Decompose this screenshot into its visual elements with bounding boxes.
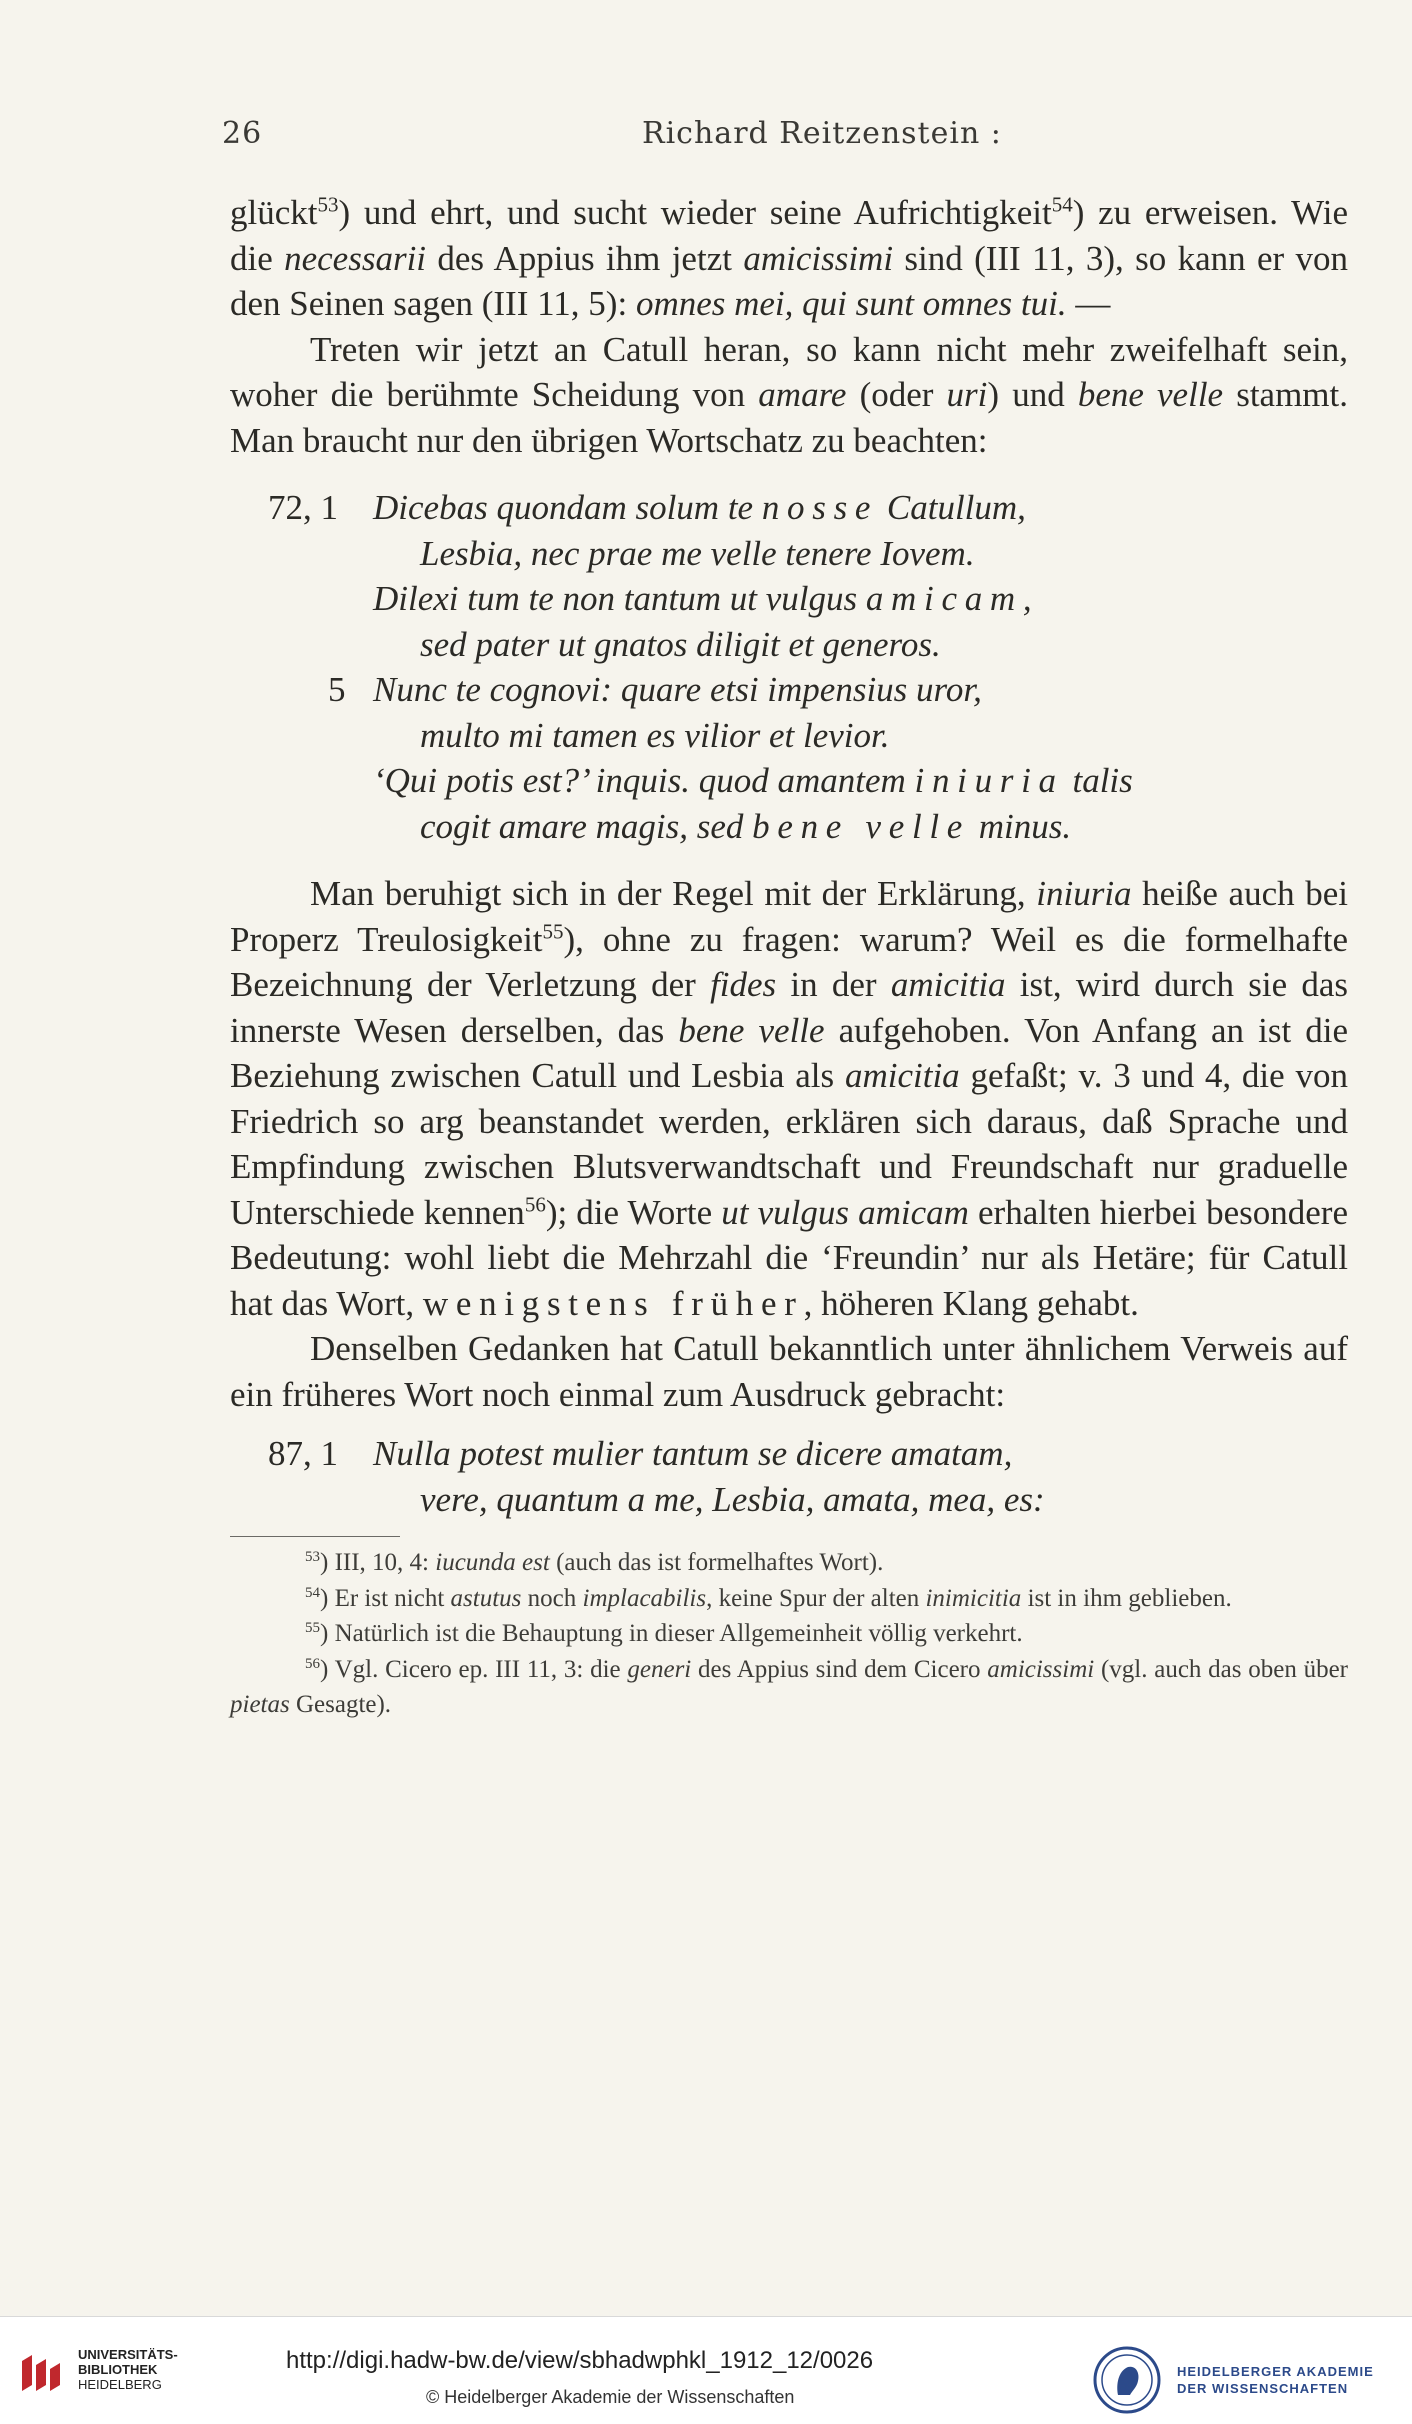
university-library-name	[78, 2347, 178, 2392]
footnote-ref-54[interactable]: 54	[1051, 192, 1073, 217]
footnote-55	[230, 1616, 1348, 1652]
italic-term: amicissimi	[987, 1655, 1095, 1683]
verse-line	[230, 1477, 1348, 1523]
verse-line	[230, 576, 1348, 622]
spaced-word: nosse	[761, 488, 879, 527]
italic-term: astutus	[450, 1584, 522, 1612]
verse-text: Lesbia, nec prae me velle tenere Iovem.	[420, 533, 975, 573]
library-name-line: UNIVERSITÄTS-	[78, 2347, 178, 2362]
paragraph-2	[230, 327, 1348, 464]
verse-text: minus.	[970, 806, 1072, 846]
text-run: —	[1066, 284, 1111, 323]
italic-term: generi	[627, 1655, 692, 1683]
academy-name	[1177, 2363, 1374, 2397]
running-title: Richard Reitzenstein :	[642, 116, 1002, 151]
verse-text: Catullum,	[878, 488, 1026, 527]
text-run: ); die Worte	[545, 1192, 722, 1232]
page-body	[230, 190, 1348, 1723]
verse-line	[230, 713, 1348, 759]
italic-term: amicitia	[844, 1056, 960, 1095]
text-run: sind (III 11, 3), so kann er von den Seinen sagen (III 11, 5):	[230, 238, 1348, 323]
footnote-text: ist in ihm geblieben.	[1021, 1584, 1232, 1612]
verse-text: Dilexi tum te non tantum ut vulgus	[373, 579, 866, 618]
verse-number: 87, 1	[268, 1434, 338, 1473]
footnote-text: ) Natürlich ist die Behauptung in dieser Allgemeinheit völlig verkehrt.	[320, 1620, 1023, 1647]
footnote-text: , keine Spur der alten	[706, 1584, 926, 1612]
italic-term: pietas	[230, 1691, 290, 1718]
spaced-word: bene velle	[752, 806, 971, 846]
verse-number: 72, 1	[268, 488, 338, 527]
verse-line	[230, 485, 1348, 531]
verse-line	[230, 758, 1348, 804]
copyright-notice: © Heidelberger Akademie der Wissenschaften	[426, 2387, 795, 2407]
footnote-text: Gesagte).	[289, 1691, 392, 1718]
footnote-ref-56[interactable]: 56	[524, 1191, 546, 1216]
academy-seal-icon	[1092, 2345, 1162, 2415]
page-number: 26	[222, 116, 263, 151]
italic-term: necessarii	[284, 238, 427, 278]
footnote-mark: 54	[305, 1584, 320, 1601]
paragraph-4: Denselben Gedanken hat Catull bekanntlich unter ähnlichem Verweis auf ein früheres Wort noch einmal zum Ausdruck gebracht:	[230, 1329, 1348, 1414]
verse-text: multo mi tamen es vilior et levior.	[420, 715, 890, 755]
spaced-word: iniuria	[914, 761, 1064, 800]
verse-text: Nunc te cognovi: quare etsi impensius uror,	[373, 670, 982, 709]
text-run: ), ohne zu fragen: warum? Weil es die formelhafte Bezeichnung der Verletzung der	[230, 919, 1348, 1004]
text-run: gefaßt; v. 3 und 4, die von Friedrich so arg beanstandet werden, erklären sich daraus, daß Sprache und Empfindung zwischen Blutsverwandtschaft und Freundschaft nur graduelle Unterschiede kennen	[230, 1056, 1348, 1232]
footnotes	[230, 1545, 1348, 1723]
footnote-text: (auch das ist formelhaftes Wort).	[549, 1549, 884, 1576]
verse-text: sed pater ut gnatos diligit et generos.	[420, 624, 941, 664]
verse-line	[230, 622, 1348, 668]
italic-term: iucunda est	[435, 1549, 550, 1576]
italic-term: amare	[758, 375, 847, 414]
italic-term: fides	[710, 965, 777, 1004]
text-run: des Appius ihm jetzt	[426, 238, 744, 278]
text-run: ) und	[987, 375, 1078, 414]
italic-term: amicissimi	[743, 238, 894, 278]
paragraph-3	[230, 871, 1348, 1326]
text-run: ) zu erweisen. Wie die	[230, 193, 1348, 278]
italic-term: inimicitia	[925, 1584, 1022, 1612]
footnote-ref-53[interactable]: 53	[317, 192, 339, 217]
italic-term: uri	[946, 375, 988, 414]
permalink-url[interactable]: http://digi.hadw-bw.de/view/sbhadwphkl_1912_12/0026	[286, 2347, 874, 2374]
italic-term: bene velle	[678, 1010, 825, 1050]
verse-line	[230, 667, 1348, 713]
text-run: in der	[776, 965, 891, 1004]
footnote-mark: 56	[305, 1655, 320, 1672]
verse-text: cogit amare magis, sed	[420, 806, 753, 846]
verse-text: ‘Qui potis est?’ inquis. quod amantem	[373, 761, 915, 800]
text-run: Man beruhigt sich in der Regel mit der Erklärung,	[310, 874, 1037, 913]
footnote-mark: 53	[305, 1549, 320, 1565]
verse-number: 5	[328, 670, 346, 709]
footnote-text: noch	[521, 1584, 583, 1612]
verse-quote-72	[230, 485, 1348, 849]
text-run: , höheren Klang gehabt.	[803, 1283, 1139, 1323]
footnote-mark: 55	[305, 1620, 320, 1636]
library-name-line: HEIDELBERG	[78, 2377, 162, 2392]
paragraph-1	[230, 190, 1348, 327]
footnote-text: ) Er ist nicht	[320, 1584, 451, 1612]
spaced-word: wenigstens früher	[422, 1283, 804, 1323]
verse-line	[230, 1431, 1348, 1477]
academy-name-line: DER WISSENSCHAFTEN	[1177, 2381, 1349, 2396]
spaced-word: amicam	[865, 579, 1023, 618]
verse-text: talis	[1063, 761, 1133, 800]
footnote-divider	[230, 1536, 400, 1537]
verse-text: vere, quantum a me, Lesbia, amata, mea, es:	[420, 1479, 1045, 1519]
footnote-53	[230, 1545, 1348, 1581]
verse-line	[230, 804, 1348, 850]
university-library-logo-icon	[18, 2351, 66, 2395]
footnote-ref-55[interactable]: 55	[542, 918, 564, 943]
footnote-text: ) Vgl. Cicero ep. III 11, 3: die	[320, 1655, 628, 1683]
text-run: glückt	[230, 193, 318, 232]
italic-term: amicitia	[890, 965, 1006, 1004]
footnote-54	[230, 1581, 1348, 1617]
footnote-text: des Appius sind dem Cicero	[691, 1655, 988, 1683]
italic-term: bene velle	[1077, 375, 1224, 414]
footnote-text: (vgl. auch das oben über	[1094, 1655, 1349, 1683]
footnote-56	[230, 1652, 1348, 1723]
text-run: Treten wir jetzt an Catull heran, so kann nicht mehr zweifelhaft sein, woher die berühmte Scheidung von	[230, 329, 1348, 414]
italic-term: iniuria	[1036, 874, 1132, 913]
verse-line	[230, 531, 1348, 577]
text-run: (oder	[846, 375, 947, 414]
text-run: stammt. Man braucht nur den übrigen Wortschatz zu beachten:	[230, 375, 1349, 460]
text-run: ist, wird durch sie das innerste Wesen derselben, das	[230, 965, 1349, 1050]
verse-text: ,	[1022, 579, 1032, 618]
text-run: erhalten hierbei besondere Bedeutung: wohl liebt die Mehrzahl die ‘Freundin’ nur als Hetäre; für Catull hat das Wort,	[230, 1192, 1348, 1323]
verse-text: Nulla potest mulier tantum se dicere amatam,	[373, 1434, 1013, 1473]
text-run: aufgehoben. Von Anfang an ist die Beziehung zwischen Catull und Lesbia als	[230, 1010, 1349, 1095]
viewer-footer	[0, 2316, 1412, 2424]
text-run: ) und ehrt, und sucht wieder seine Aufrichtigkeit	[338, 193, 1052, 232]
italic-term: ut vulgus amicam	[721, 1192, 969, 1232]
italic-term: implacabilis	[582, 1584, 707, 1612]
verse-text: Dicebas quondam solum te	[373, 488, 762, 527]
verse-quote-87	[230, 1431, 1348, 1522]
text-run: heiße auch bei Properz Treulosigkeit	[230, 874, 1348, 959]
italic-term: omnes mei, qui sunt omnes tui.	[635, 284, 1067, 323]
academy-name-line: HEIDELBERGER AKADEMIE	[1177, 2364, 1374, 2379]
footnote-text: ) III, 10, 4:	[320, 1549, 436, 1576]
library-name-line: BIBLIOTHEK	[78, 2362, 158, 2377]
